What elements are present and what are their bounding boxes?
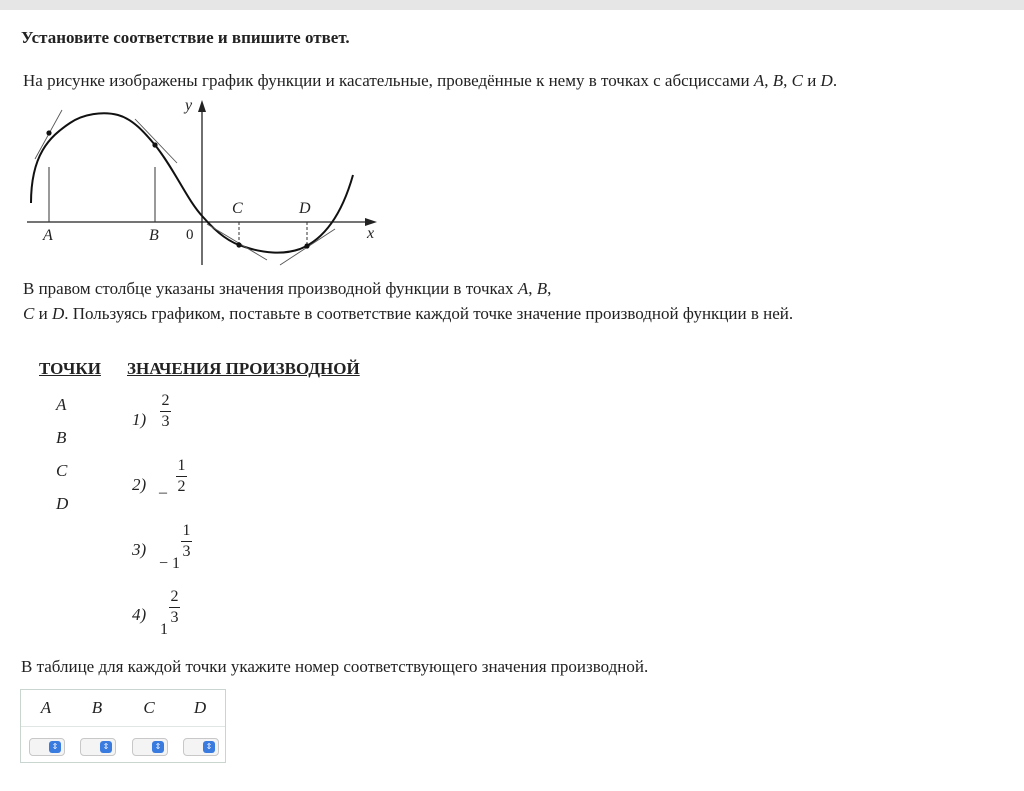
label-c: C: [232, 200, 243, 217]
intro-text: На рисунке изображены график функции и касательные, проведённые к нему в точках с абсциссами A, B, C и D.: [23, 71, 838, 90]
footer-instruction: В таблице для каждой точки укажите номер соответствующего значения производной.: [21, 657, 649, 676]
label-a: A: [43, 227, 53, 244]
instruction-text: В правом столбце указаны значения производной функции в точках A, B, C и D. Пользуясь графиком, поставьте в соответствие каждой точке значение производной функции в ней.: [23, 279, 794, 323]
point-c-dot: [236, 242, 241, 247]
option-4-whole: 1: [160, 621, 168, 638]
points-column-header: ТОЧКИ: [39, 359, 101, 378]
point-d-label: D: [56, 494, 69, 513]
answer-header-d: D: [193, 698, 207, 717]
answer-select-b[interactable]: [80, 738, 116, 756]
function-graph: [25, 95, 385, 267]
select-arrows-icon: ⇕: [49, 741, 61, 753]
answer-table-divider: [21, 726, 225, 727]
label-d: D: [299, 200, 311, 217]
top-bar: [0, 0, 1024, 10]
option-3-sign: −: [159, 555, 169, 572]
option-4-number: 4): [132, 605, 147, 624]
origin-label: 0: [186, 227, 194, 243]
answer-table: [20, 689, 226, 763]
option-1-number: 1): [132, 410, 147, 429]
label-b: B: [149, 227, 159, 244]
answer-select-c[interactable]: [132, 738, 168, 756]
select-arrows-icon: ⇕: [100, 741, 112, 753]
x-axis-label: x: [367, 225, 375, 242]
values-column-header: ЗНАЧЕНИЯ ПРОИЗВОДНОЙ: [127, 359, 360, 378]
option-2-fraction: 1 2: [177, 457, 186, 495]
point-a-label: A: [56, 395, 67, 414]
answer-header-b: B: [91, 698, 103, 717]
point-b-dot: [152, 142, 157, 147]
point-b-label: B: [56, 428, 67, 447]
option-2-sign: –: [159, 484, 167, 501]
point-d-dot: [304, 243, 309, 248]
point-a-dot: [46, 130, 51, 135]
y-axis-label: y: [185, 97, 193, 114]
option-3-whole: 1: [172, 555, 180, 572]
option-1-fraction: 2 3: [161, 392, 170, 430]
tangent-b: [135, 119, 177, 163]
option-3-number: 3): [132, 540, 147, 559]
y-axis-arrow: [198, 100, 206, 112]
answer-header-c: C: [143, 698, 155, 717]
task-heading: Установите соответствие и впишите ответ.: [21, 28, 350, 47]
answer-select-d[interactable]: [183, 738, 219, 756]
tangent-c: [207, 224, 267, 260]
answer-header-a: A: [40, 698, 52, 717]
select-arrows-icon: ⇕: [152, 741, 164, 753]
option-2-number: 2): [132, 475, 147, 494]
answer-select-a[interactable]: [29, 738, 65, 756]
select-arrows-icon: ⇕: [203, 741, 215, 753]
option-4-fraction: 2 3: [170, 588, 179, 626]
option-3-fraction: 1 3: [182, 522, 191, 560]
point-c-label: C: [56, 461, 68, 480]
